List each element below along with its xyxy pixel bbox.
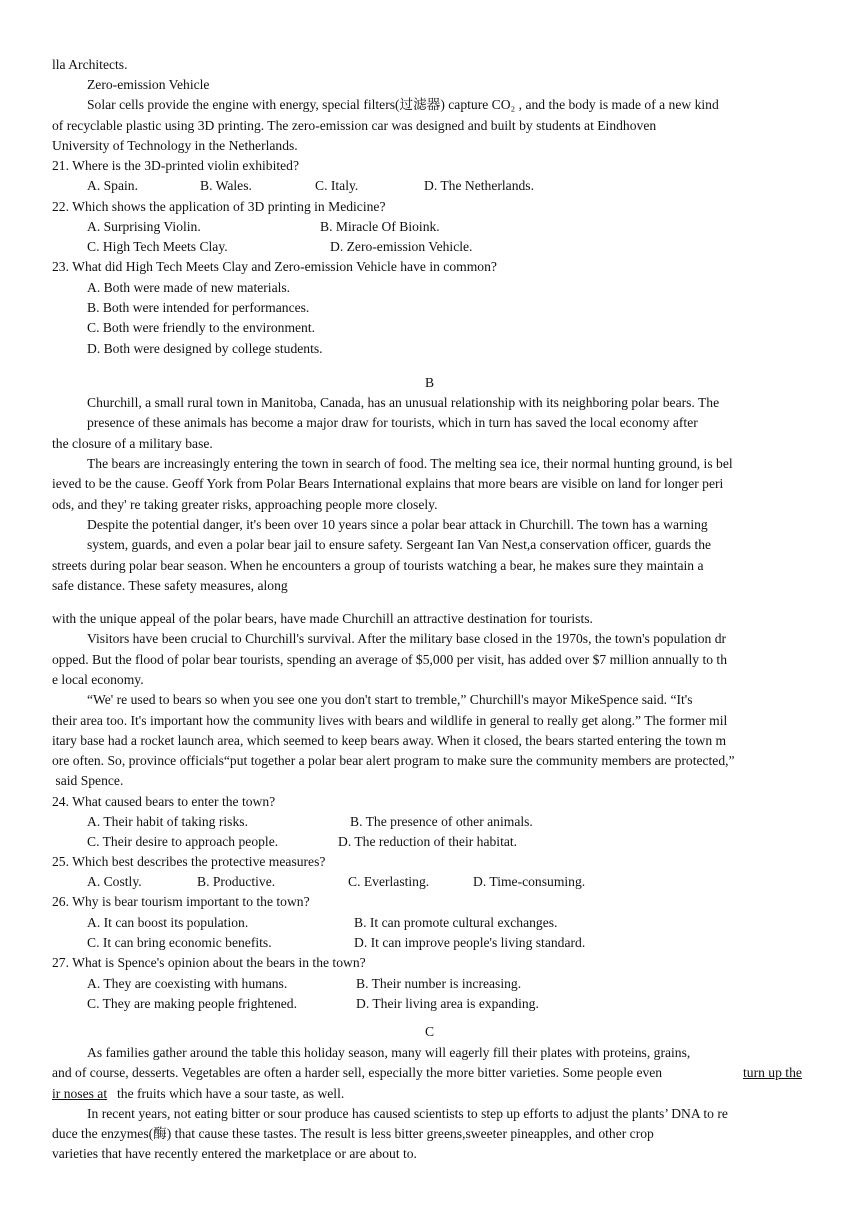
text-line: 27. What is Spence's opinion about the bears in the town? [52, 955, 366, 970]
text-line: C. Everlasting. [348, 874, 430, 889]
text-line: 21. Where is the 3D-printed violin exhibited? [52, 158, 300, 173]
text-line: streets during polar bear season. When he encounters a group of tourists watching a bear, he makes sure they maintain a [52, 558, 704, 573]
text-line: D. Zero-emission Vehicle. [330, 239, 473, 254]
text-line: and of course, desserts. Vegetables are often a harder sell, especially the more bitter varieties. Some people even [52, 1065, 666, 1080]
text-line: A. Surprising Violin. [87, 219, 201, 234]
text-line: A. It can boost its population. [87, 915, 249, 930]
text-line: ieved to be the cause. Geoff York from Polar Bears International explains that more bears are visible on land for longer peri [52, 476, 724, 491]
text-line: A. Costly. [87, 874, 142, 889]
text-line: A. Both were made of new materials. [87, 280, 291, 295]
text-line: duce the enzymes(酶) that cause these tastes. The result is less bitter greens,sweeter pineapples, and other crop [52, 1126, 654, 1141]
text-line: safe distance. These safety measures, along [52, 578, 288, 593]
text-line: the fruits which have a sour taste, as well. [117, 1086, 345, 1101]
text-line: B. Both were intended for performances. [87, 300, 310, 315]
text-line: B. Productive. [197, 874, 276, 889]
text-line: Solar cells provide the engine with energy, special filters(过滤器) capture CO₂ , and the body is made of a new kind [87, 97, 719, 112]
text-line: B. Wales. [200, 178, 252, 193]
text-line: A. They are coexisting with humans. [87, 976, 288, 991]
text-line: Churchill, a small rural town in Manitoba, Canada, has an unusual relationship with its neighboring polar bears. The [87, 395, 720, 410]
text-line: B. Miracle Of Bioink. [320, 219, 440, 234]
text-line: opped. But the flood of polar bear tourists, spending an average of $5,000 per visit, has added over $7 million annually to th [52, 652, 728, 667]
text-line: The bears are increasingly entering the town in search of food. The melting sea ice, their normal hunting ground, is bel [87, 456, 733, 471]
text-line: varieties that have recently entered the marketplace or are about to. [52, 1146, 417, 1161]
text-line: 24. What caused bears to enter the town? [52, 794, 276, 809]
text-line: C. High Tech Meets Clay. [87, 239, 228, 254]
text-line: University of Technology in the Netherlands. [52, 138, 298, 153]
text-line: 23. What did High Tech Meets Clay and Zero-emission Vehicle have in common? [52, 259, 497, 274]
text-line: system, guards, and even a polar bear jail to ensure safety. Sergeant Ian Van Nest,a conservation officer, guards the [87, 537, 712, 552]
text-line: C. Their desire to approach people. [87, 834, 279, 849]
text-line: As families gather around the table this holiday season, many will eagerly fill their plates with proteins, grains, [87, 1045, 691, 1060]
text-line: C. They are making people frightened. [87, 996, 298, 1011]
text-line: lla Architects. [52, 57, 128, 72]
underlined-phrase-part2: ir noses at [52, 1086, 108, 1101]
text-line: Despite the potential danger, it's been over 10 years since a polar bear attack in Churchill. The town has a warning [87, 517, 708, 532]
text-line: D. It can improve people's living standard. [354, 935, 586, 950]
text-line: D. Both were designed by college students. [87, 341, 323, 356]
text-line: said Spence. [52, 773, 124, 788]
text-line: 22. Which shows the application of 3D printing in Medicine? [52, 199, 386, 214]
text-line: D. The reduction of their habitat. [338, 834, 518, 849]
text-line: B. The presence of other animals. [350, 814, 533, 829]
text-line: e local economy. [52, 672, 144, 687]
text-line: Zero-emission Vehicle [87, 77, 210, 92]
text-line: D. The Netherlands. [424, 178, 534, 193]
text-line: B [425, 375, 435, 390]
text-line: C. Both were friendly to the environment. [87, 320, 316, 335]
text-line: of recyclable plastic using 3D printing. The zero-emission car was designed and built by students at Eindhoven [52, 118, 657, 133]
text-line: D. Their living area is expanding. [356, 996, 539, 1011]
text-line: B. It can promote cultural exchanges. [354, 915, 558, 930]
text-line: D. Time-consuming. [473, 874, 586, 889]
text-line: with the unique appeal of the polar bears, have made Churchill an attractive destination for tourists. [52, 611, 593, 626]
text-line: 26. Why is bear tourism important to the town? [52, 894, 310, 909]
text-line: their area too. It's important how the community lives with bears and wildlife in general to really get along.” The former mil [52, 713, 728, 728]
text-line: A. Spain. [87, 178, 138, 193]
text-line: B. Their number is increasing. [356, 976, 522, 991]
text-line: C. It can bring economic benefits. [87, 935, 272, 950]
text-line: A. Their habit of taking risks. [87, 814, 248, 829]
text-line: In recent years, not eating bitter or sour produce has caused scientists to step up efforts to adjust the plants’ DNA to re [87, 1106, 728, 1121]
text-line: ods, and they' re taking greater risks, approaching people more closely. [52, 497, 438, 512]
text-line: ore often. So, province officials“put together a polar bear alert program to make sure the community members are protected,” [52, 753, 735, 768]
text-line: presence of these animals has become a major draw for tourists, which in turn has saved the local economy after [87, 415, 698, 430]
text-line: the closure of a military base. [52, 436, 213, 451]
underlined-phrase-part1: turn up the [743, 1065, 802, 1080]
text-line: C [425, 1024, 435, 1039]
text-line: C. Italy. [315, 178, 359, 193]
text-line: “We' re used to bears so when you see one you don't start to tremble,” Churchill's mayor MikeSpence said. “It's [87, 692, 693, 707]
text-line: 25. Which best describes the protective measures? [52, 854, 326, 869]
text-line: itary base had a rocket launch area, which seemed to keep bears away. When it closed, the bears started entering the town m [52, 733, 727, 748]
text-line: Visitors have been crucial to Churchill's survival. After the military base closed in the 1970s, the town's population dr [87, 631, 727, 646]
